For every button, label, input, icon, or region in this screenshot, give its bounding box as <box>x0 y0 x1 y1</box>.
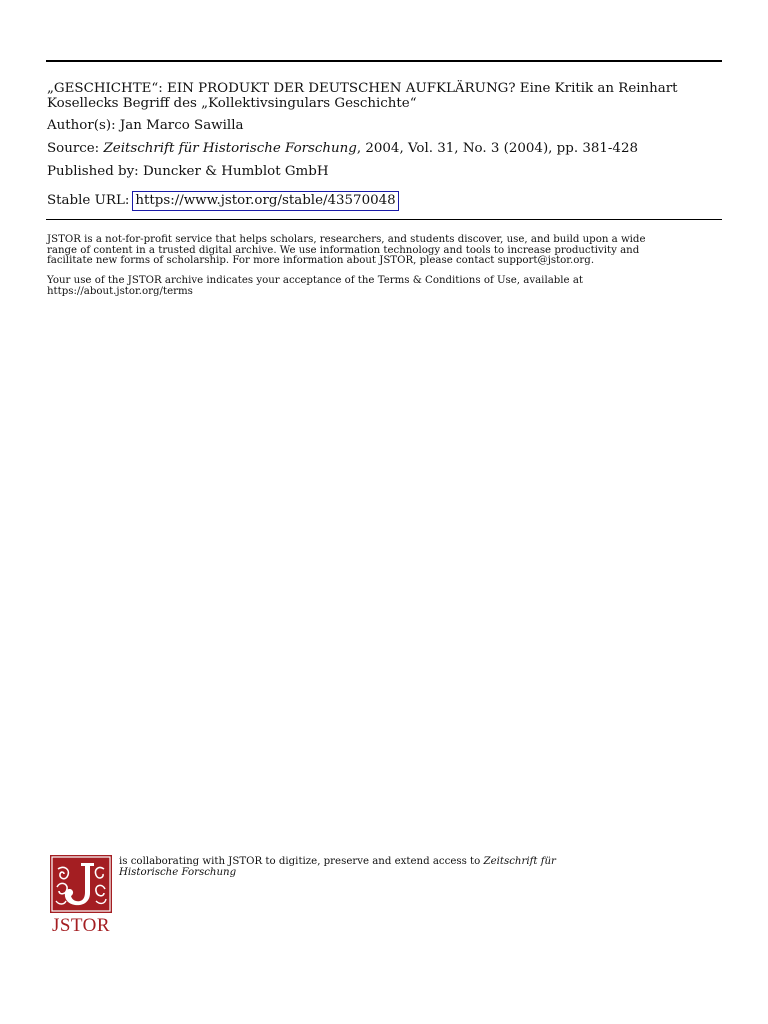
stable-url-label: Stable URL: <box>47 193 130 208</box>
jstor-logo <box>48 855 112 935</box>
title-line-1: „GESCHICHTE“: EIN PRODUKT DER DEUTSCHEN AUFKLÄRUNG? Eine Kritik an Reinhart <box>47 81 678 96</box>
terms-line-1: Your use of the JSTOR archive indicates your acceptance of the Terms & Conditions of Use, available at <box>47 275 583 286</box>
middle-rule <box>46 219 722 220</box>
publisher-value: Duncker & Humblot GmbH <box>142 164 329 179</box>
top-rule <box>46 60 722 62</box>
source-line <box>47 141 727 156</box>
notice-line-3: facilitate new forms of scholarship. For more information about JSTOR, please contact support@jstor.org. <box>47 255 595 266</box>
author-line <box>47 118 727 133</box>
author-value: Jan Marco Sawilla <box>119 118 244 133</box>
collab-journal-part-2: Historische Forschung <box>119 867 237 878</box>
article-title <box>47 81 727 111</box>
collab-journal-part-1: Zeitschrift für <box>483 856 556 867</box>
source-label: Source: <box>47 141 100 156</box>
stable-url-link[interactable]: https://www.jstor.org/stable/43570048 <box>132 191 398 211</box>
author-label: Author(s): <box>47 118 116 133</box>
stable-url-line <box>47 191 727 211</box>
terms-url[interactable]: https://about.jstor.org/terms <box>47 285 193 297</box>
notice-line-1: JSTOR is a not-for-profit service that helps scholars, researchers, and students discover, use, and build upon a wide <box>47 234 646 245</box>
source-details: , 2004, Vol. 31, No. 3 (2004), pp. 381-428 <box>356 141 638 156</box>
publisher-line <box>47 164 727 179</box>
jstor-emblem-icon <box>50 855 112 913</box>
notice-line-2: range of content in a trusted digital archive. We use information technology and tools to increase productivity and <box>47 244 640 256</box>
terms-notice <box>47 276 727 297</box>
source-journal: Zeitschrift für Historische Forschung <box>103 141 357 156</box>
jstor-wordmark: JSTOR <box>51 915 111 936</box>
collaboration-note <box>119 856 719 878</box>
collab-text: is collaborating with JSTOR to digitize, preserve and extend access to <box>119 856 484 867</box>
publisher-label: Published by: <box>47 164 139 179</box>
title-line-2: Kosellecks Begriff des „Kollektivsingulars Geschichte“ <box>47 96 417 111</box>
jstor-notice <box>47 235 727 267</box>
